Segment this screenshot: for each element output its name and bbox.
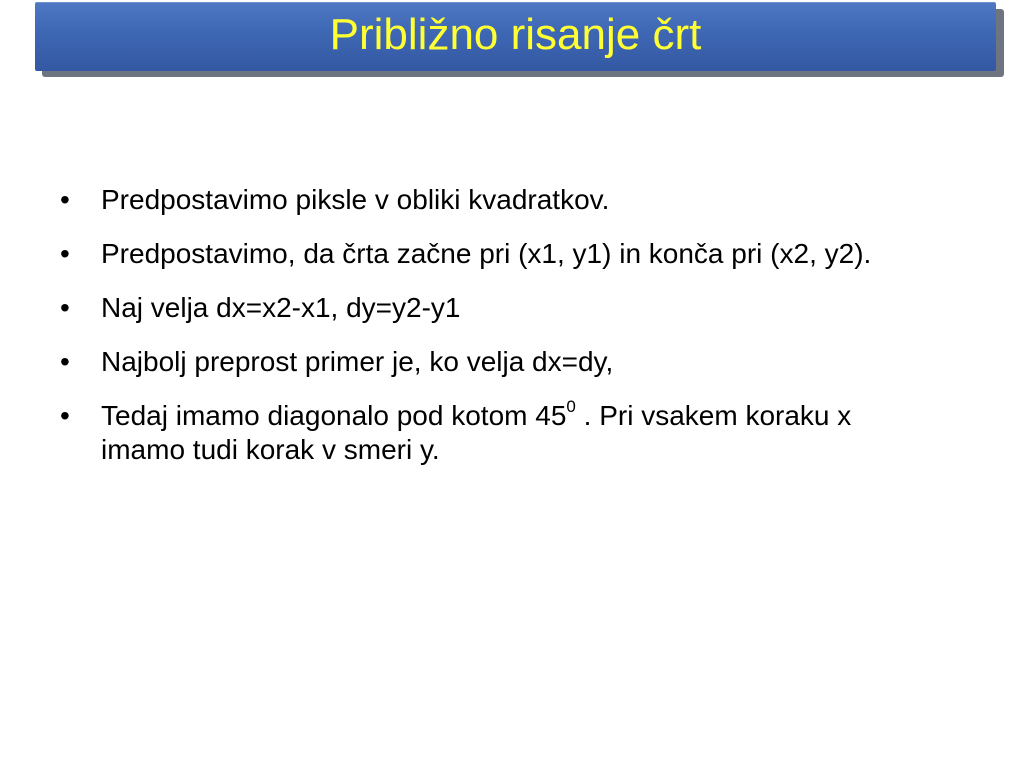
bullet-marker: • bbox=[60, 184, 70, 215]
bullet-marker: • bbox=[60, 400, 70, 431]
bullet-marker: • bbox=[60, 346, 70, 377]
bullet-text-angle bbox=[101, 396, 852, 465]
bullet-item bbox=[60, 291, 940, 325]
bullet-text-after: . Pri vsakem koraku x imamo tudi korak v smeri y. bbox=[101, 400, 852, 465]
bullet-marker: • bbox=[60, 238, 70, 269]
bullet-text: Predpostavimo, da črta začne pri (x1, y1) in konča pri (x2, y2). bbox=[101, 238, 872, 269]
bullet-marker: • bbox=[60, 292, 70, 323]
slide-title: Približno risanje črt bbox=[329, 10, 702, 59]
bullet-item bbox=[60, 345, 940, 379]
title-bar bbox=[35, 2, 996, 71]
bullet-text: Predpostavimo piksle v obliki kvadratkov. bbox=[101, 184, 610, 215]
bullet-item bbox=[60, 183, 940, 217]
bullet-text-before: Tedaj imamo diagonalo pod kotom 45 bbox=[101, 400, 567, 431]
bullet-item bbox=[60, 237, 940, 271]
bullet-text: Naj velja dx=x2-x1, dy=y2-y1 bbox=[101, 292, 461, 323]
bullet-item bbox=[60, 396, 940, 467]
bullet-text: Najbolj preprost primer je, ko velja dx=dy, bbox=[101, 346, 614, 377]
degree-superscript: 0 bbox=[566, 396, 576, 416]
bullet-list bbox=[60, 183, 940, 487]
